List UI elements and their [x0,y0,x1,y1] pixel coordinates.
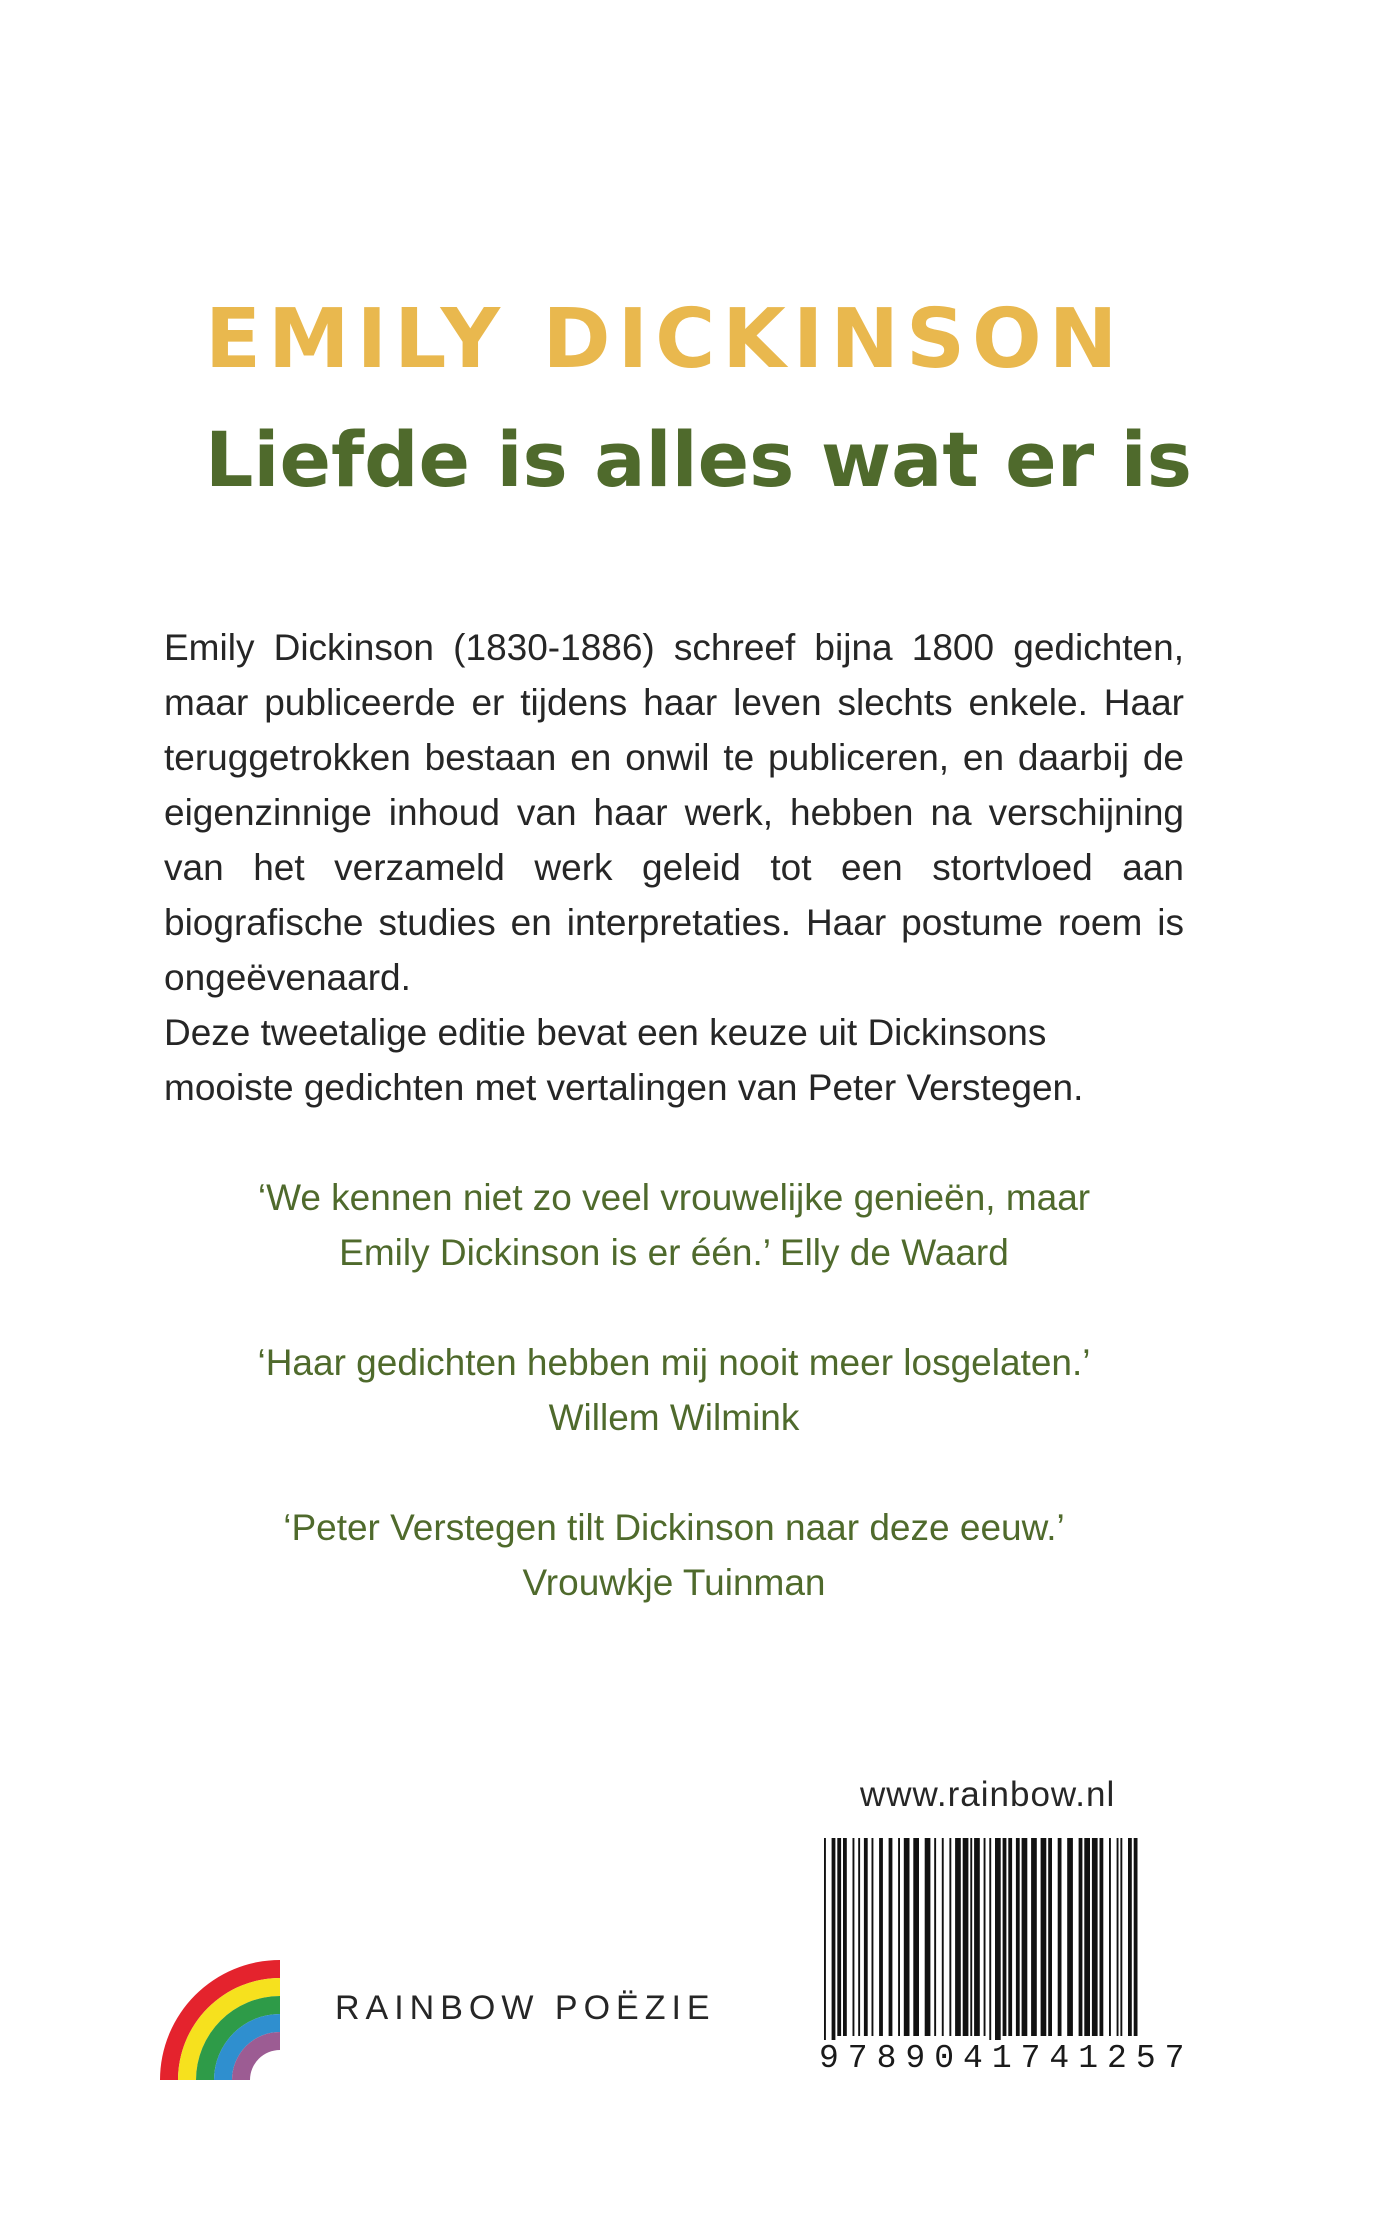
barcode-bar [1117,1838,1119,2036]
blurb-text-1: Emily Dickinson (1830-1886) schreef bijna 1800 gedichten, maar publiceerde er tijdens haar leven slechts enkele. Haar teruggetrokken bestaan en onwil te publiceren, en daarbij de eigenzinnige inhoud van haar werk, hebben na verschijning van het verzameld werk geleid tot een stortvloed aan biografische studies en interpretaties. Haar postume roem is ongeëvenaard. [164,627,1184,998]
review-quote [164,1335,1184,1445]
barcode-bar [864,1838,868,2036]
quote-line: ‘We kennen niet zo veel vrouwelijke genieën, maar [257,1177,1091,1218]
barcode-bar [963,1838,969,2036]
review-quote [164,1170,1184,1280]
barcode-bar [995,1838,1001,2053]
barcode-bar [1041,1838,1047,2036]
barcode-bar [1008,1838,1012,2036]
rainbow-logo-icon [160,1960,280,2080]
barcode-bar [1079,1838,1083,2036]
barcode-bar [1134,1838,1138,2036]
barcode-bar [832,1838,836,2053]
barcode-bar [949,1838,951,2036]
book-title: Liefde is alles wat er is [205,415,1192,504]
barcode-bar [824,1838,826,2053]
barcode-bar [925,1838,931,2036]
barcode-bar [970,1838,972,2036]
barcode-bar [974,1838,980,2036]
barcode-bar [879,1838,883,2036]
blurb-text-2: Deze tweetalige editie bevat een keuze uit Dickinsons mooiste gedichten met vertalingen van Peter Verstegen. [164,1012,1084,1108]
review-quote [164,1500,1184,1610]
barcode-bar [1058,1838,1062,2036]
barcode-bar [898,1838,900,2036]
barcode-bar [989,1838,991,2053]
barcode-bar [984,1838,986,2036]
quote-line: ‘Peter Verstegen tilt Dickinson naar deze eeuw.’ [283,1507,1065,1548]
blurb-paragraph-2 [164,1005,1184,1115]
quote-line: Emily Dickinson is er één.’ Elly de Waard [339,1232,1009,1273]
barcode-bar [1031,1838,1037,2036]
barcode-bar [1092,1838,1098,2036]
barcode-bar [1003,1838,1007,2036]
barcode-bar [1016,1838,1020,2036]
barcode-graphic [820,1838,1140,2058]
barcode-bar [843,1838,847,2036]
review-quotes [164,1170,1184,1610]
barcode-bar [955,1838,961,2036]
barcode-bar [837,1838,841,2036]
barcode-bar [1022,1838,1028,2036]
isbn-number: 9789041741257 [819,2040,1194,2077]
barcode-bar [1048,1838,1052,2036]
quote-line: ‘Haar gedichten hebben mij nooit meer losgelaten.’ [257,1342,1091,1383]
barcode-bar [853,1838,855,2036]
barcode-bar [913,1838,919,2036]
publisher-website: www.rainbow.nl [860,1775,1116,1814]
quote-line: Vrouwkje Tuinman [522,1562,826,1603]
barcode-bar [1084,1838,1090,2036]
quote-line: Willem Wilmink [548,1397,800,1438]
author-name: EMILY DICKINSON [205,292,1125,387]
barcode-bar [942,1838,944,2036]
barcode-bar [934,1838,936,2036]
blurb-paragraph-1 [164,620,1184,1005]
barcode-bar [889,1838,893,2036]
barcode-bar [1109,1838,1111,2036]
imprint-name: RAINBOW POËZIE [335,1989,716,2027]
barcode-bar [1100,1838,1104,2036]
barcode-bar [858,1838,860,2036]
barcode-bar [872,1838,874,2036]
barcode-bar [904,1838,910,2036]
barcode-bar [1067,1838,1073,2036]
barcode-bar [1128,1838,1132,2036]
barcode-bar [1120,1838,1122,2036]
